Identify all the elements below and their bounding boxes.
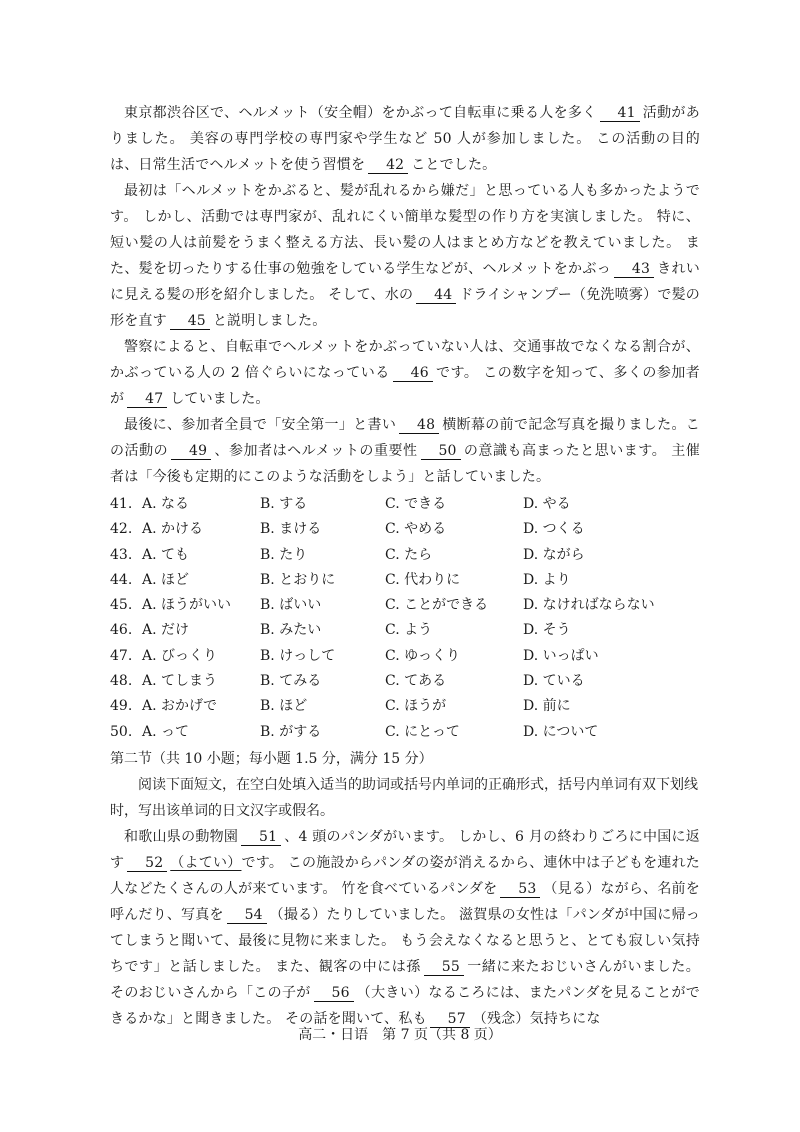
option-c: C. ほうが [385, 698, 447, 715]
option-d: D. より [523, 571, 571, 588]
option-a: A. だけ [142, 622, 190, 639]
passage-text: 、4 頭のパンダがいます。 しかし、6 月の終わりごろに中国に返す [110, 828, 700, 871]
passage-text: 東京都渋谷区で、ヘルメット（安全帽）をかぶって自転車に乗る人を多く [124, 105, 597, 121]
passage-text: の意識も高まったと思います。 主催者は「今後も定期的にこのような活動をしよう」と話していました。 [110, 443, 700, 485]
option-a: A. びっくり [142, 647, 218, 664]
answer-blank: 54 [227, 907, 267, 924]
page-footer: 高二・日语 第 7 页（共 8 页） [298, 1027, 502, 1043]
passage-text: 活動がありました。 美容の専門学校の専門家や学生など 50 人が参加しました。 この活動の目的は、日常生活でヘルメットを使う習慣を [110, 105, 700, 173]
question-number: 48. [110, 673, 133, 690]
question-number: 43. [110, 546, 133, 563]
question-number: 49. [110, 698, 133, 715]
option-a: A. ほうがいい [142, 597, 232, 614]
option-d: D. そう [523, 622, 571, 639]
question-number: 42. [110, 521, 133, 538]
answer-blank: 55 [424, 959, 464, 976]
passage-text: していました。 [170, 391, 270, 407]
passage-paragraph [110, 824, 700, 1032]
option-row [110, 543, 700, 568]
passage-text: 、参加者はヘルメットの重要性 [214, 443, 418, 459]
option-row [110, 593, 700, 618]
option-d: D. やる [523, 496, 571, 512]
question-number: 47. [110, 647, 133, 664]
option-row [110, 568, 700, 593]
option-row [110, 694, 700, 719]
option-d: D. つくる [523, 521, 585, 538]
passage-text: 和歌山県の動物園 [124, 828, 239, 845]
option-b: B. たり [260, 546, 308, 563]
reading-passage-2 [110, 824, 700, 1032]
option-row [110, 644, 700, 669]
answer-blank: 52 [127, 855, 167, 872]
answer-blank: 44 [416, 287, 456, 304]
passage-text: ことでした。 [411, 157, 497, 173]
underlined-word: （よてい） [170, 854, 242, 871]
option-d: D. なければならない [523, 597, 655, 614]
option-a: A. ても [142, 546, 190, 563]
passage-text: （撮る）たりしていました。 滋賀県の女性は「パンダが中国に帰ってしまうと聞いて、最後に見物に来ました。 もう会えなくなると思うと、とても寂しい気持ちです」と話しました。 また、観客の中には孫 [110, 906, 700, 975]
answer-blank: 41 [600, 105, 640, 122]
passage-text: 一緒に来たおじいさんがいました。 そのおじいさんから「この子が [110, 958, 700, 1001]
option-c: C. 代わりに [385, 571, 461, 588]
answer-blank: 50 [421, 443, 461, 460]
answer-blank: 56 [314, 985, 354, 1002]
passage-text: （残念）気持ちにな [472, 1010, 601, 1027]
answer-blank: 49 [171, 443, 211, 460]
answer-blank: 42 [368, 157, 408, 174]
option-a: A. かける [142, 521, 204, 538]
option-b: B. ほど [260, 698, 308, 715]
passage-text: 横断幕の前で記念写真を撮りました。この活動の [110, 417, 700, 459]
option-b: B. けっして [260, 647, 336, 664]
section-instruction: 阅读下面短文，在空白处填入适当的助词或括号内单词的正确形式，括号内单词有双下划线时，写出该单词的日文汉字或假名。 [110, 776, 698, 819]
option-c: C. ことができる [385, 597, 489, 614]
passage-text: ドライシャンプー（免洗喷雾）で髪の形を直す [110, 287, 700, 329]
question-number: 46. [110, 622, 133, 639]
option-b: B. まける [260, 521, 322, 538]
option-row [110, 517, 700, 542]
option-d: D. いっぱい [523, 647, 599, 664]
option-b: B. ばいい [260, 597, 322, 614]
option-b: B. とおりに [260, 571, 336, 588]
option-b: B. する [260, 496, 308, 512]
option-row [110, 669, 700, 694]
option-a: A. なる [142, 496, 190, 512]
question-number: 44. [110, 571, 133, 588]
reading-passage-1 [110, 100, 700, 490]
passage-paragraph [110, 412, 700, 490]
passage-text: 警察によると、自転車でヘルメットをかぶっていない人は、交通事故でなくなる割合が、かぶっている人の 2 倍ぐらいになっている [110, 339, 700, 381]
option-row [110, 618, 700, 643]
answer-blank: 46 [393, 365, 433, 382]
option-a: A. って [142, 723, 190, 740]
option-b: B. てみる [260, 673, 322, 690]
answer-blank: 45 [170, 313, 210, 330]
passage-text: （大きい）なるころには、またパンダを見ることができるかな」と聞きました。 その話を聞いて、私も [110, 984, 700, 1027]
question-number: 41. [110, 496, 133, 512]
option-c: C. にとって [385, 723, 460, 740]
option-a: A. おかげで [142, 698, 218, 715]
option-a: A. てしまう [142, 673, 218, 690]
passage-text: と説明しました。 [212, 313, 327, 329]
option-c: C. やめる [385, 521, 447, 538]
page-content [110, 100, 700, 1032]
option-b: B. がする [260, 723, 322, 740]
option-d: D. について [523, 723, 599, 740]
passage-text: きれいに見える髪の形を紹介しました。 そして、水の [110, 261, 700, 303]
passage-text: 最後に、参加者全員で「安全第一」と書い [124, 417, 397, 433]
answer-blank: 57 [430, 1011, 470, 1028]
option-a: A. ほど [142, 571, 190, 588]
question-number: 50. [110, 723, 133, 740]
option-c: C. できる [385, 496, 447, 512]
answer-blank: 48 [399, 417, 439, 434]
answer-blank: 53 [500, 881, 540, 898]
passage-text: （見る）ながら、名前を呼んだり、写真を [110, 880, 700, 923]
answer-blank: 47 [127, 391, 167, 408]
option-row [110, 720, 700, 745]
answer-blank: 43 [614, 261, 654, 278]
option-d: D. ている [523, 673, 585, 690]
answer-blank: 51 [241, 829, 281, 846]
passage-text: です。 この数字を知って、多くの参加者が [110, 365, 700, 407]
passage-paragraph [110, 334, 700, 412]
options-list [110, 492, 700, 745]
passage-paragraph [110, 100, 700, 178]
option-c: C. よう [385, 622, 433, 639]
option-c: C. ゆっくり [385, 647, 460, 664]
option-row [110, 492, 700, 517]
question-number: 45. [110, 597, 133, 614]
section-heading: 第二节（共 10 小题；每小题 1.5 分，满分 15 分） [110, 750, 433, 767]
option-d: D. ながら [523, 546, 585, 563]
option-c: C. たら [385, 546, 433, 563]
passage-paragraph [110, 178, 700, 334]
passage-text: 最初は「ヘルメットをかぶると、髪が乱れるから嫌だ」と思っている人も多かったようです。 しかし、活動では専門家が、乱れにくい簡単な髪型の作り方を実演しました。 特に、短い髪の人は前髪をうまく整える方法、長い髪の人はまとめ方などを教えていました。 また、髪を切ったりする仕事の勉強をしている学生などが、ヘルメットをかぶっ [110, 183, 700, 277]
passage-text: です。 この施設からパンダの姿が消えるから、連休中は子どもを連れた人などたくさんの人が来ています。 竹を食べているパンダを [110, 854, 701, 897]
option-d: D. 前に [523, 698, 571, 715]
option-b: B. みたい [260, 622, 322, 639]
option-c: C. てある [385, 673, 447, 690]
